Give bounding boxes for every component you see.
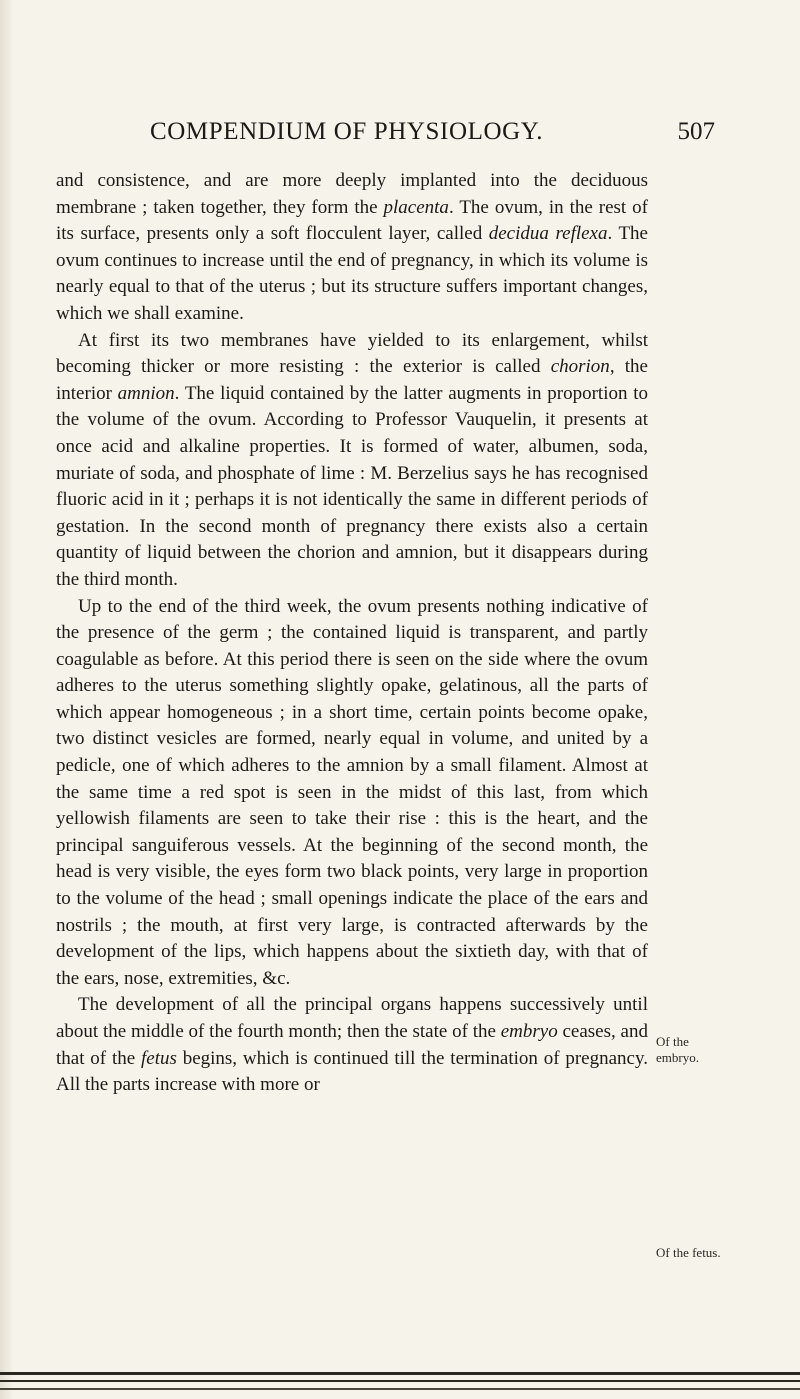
- text-run: The development of all the principal organs happens successively until about the middle of the fourth month; then the state of the: [56, 994, 648, 1042]
- text-run: . The ovum, in the rest of its surface, presents only a soft flocculent layer, called: [56, 196, 648, 245]
- page-bottom-edge-3: [0, 1388, 800, 1390]
- italic-term: chorion: [550, 356, 610, 378]
- text-run: . The liquid contained by the latter augments in proportion to the volume of the ovum. According to Professor Vauquelin, it presents at once acid and alkaline properties. It is formed of water, albumen, soda, muriate of soda, and phosphate of lime : M. Berzelius says he has recognised fluoric acid in it ; perhaps it is not identically the same in different periods of gestation. In the second month of pregnancy there exists also a certain quantity of liquid between the chorion and amnion, but it disappears during the third month.: [56, 382, 648, 590]
- italic-term: placenta: [383, 196, 449, 218]
- text-run: and consistence, and are more deeply implanted into the deciduous membrane ; taken together, they form the: [56, 170, 648, 218]
- body-text: [56, 168, 648, 1099]
- text-run: . The ovum continues to increase until the end of pregnancy, in which its volume is nearly equal to that of the uterus ; but its structure suffers important changes, which we shall examine.: [56, 223, 648, 324]
- page-bottom-edge: [0, 1372, 800, 1375]
- margin-note-embryo: Of the embryo.: [656, 1034, 699, 1065]
- page-number: 507: [677, 118, 715, 145]
- text-run: , the interior: [56, 356, 648, 404]
- italic-term: decidua reflexa: [488, 223, 608, 245]
- text-run: At first its two membranes have yielded to its enlargement, whilst becoming thicker or more resisting : the exterior is called: [56, 329, 648, 378]
- italic-term: amnion: [117, 382, 175, 404]
- paragraph: [56, 594, 648, 993]
- margin-note-fetus: Of the fetus.: [656, 1245, 721, 1260]
- running-head: [150, 118, 715, 152]
- italic-term: embryo: [500, 1021, 558, 1042]
- paragraph: [56, 328, 648, 594]
- paragraph: [56, 168, 648, 328]
- paragraph: [56, 992, 648, 1098]
- page-gutter-shadow: [0, 0, 14, 1399]
- running-title: COMPENDIUM OF PHYSIOLOGY.: [150, 118, 544, 145]
- page-bottom-edge-2: [0, 1380, 800, 1382]
- text-run: Up to the end of the third week, the ovum presents nothing indicative of the presence of the germ ; the contained liquid is transparent, and partly coagulable as before. At this period there is seen on the side where the ovum adheres to the uterus something slightly opake, gelatinous, all the parts of which appear homogeneous ; in a short time, certain points become opake, two distinct vesicles are formed, nearly equal in volume, and united by a pedicle, one of which adheres to the amnion by a small filament. Almost at the same time a red spot is seen in the midst of this last, from which yellowish filaments are seen to take their rise : this is the heart, and the principal sanguiferous vessels. At the beginning of the second month, the head is very visible, the eyes form two black points, very large in proportion to the volume of the head ; small openings indicate the place of the ears and nostrils ; the mouth, at first very large, is contracted afterwards by the development of the lips, which happens about the sixtieth day, with that of the ears, nose, extremities, &c.: [56, 595, 648, 989]
- italic-term: fetus: [140, 1047, 177, 1069]
- text-run: ceases, and that of the: [56, 1021, 648, 1069]
- text-run: begins, which is continued till the termination of pregnancy. All the parts increase with more or: [56, 1047, 648, 1096]
